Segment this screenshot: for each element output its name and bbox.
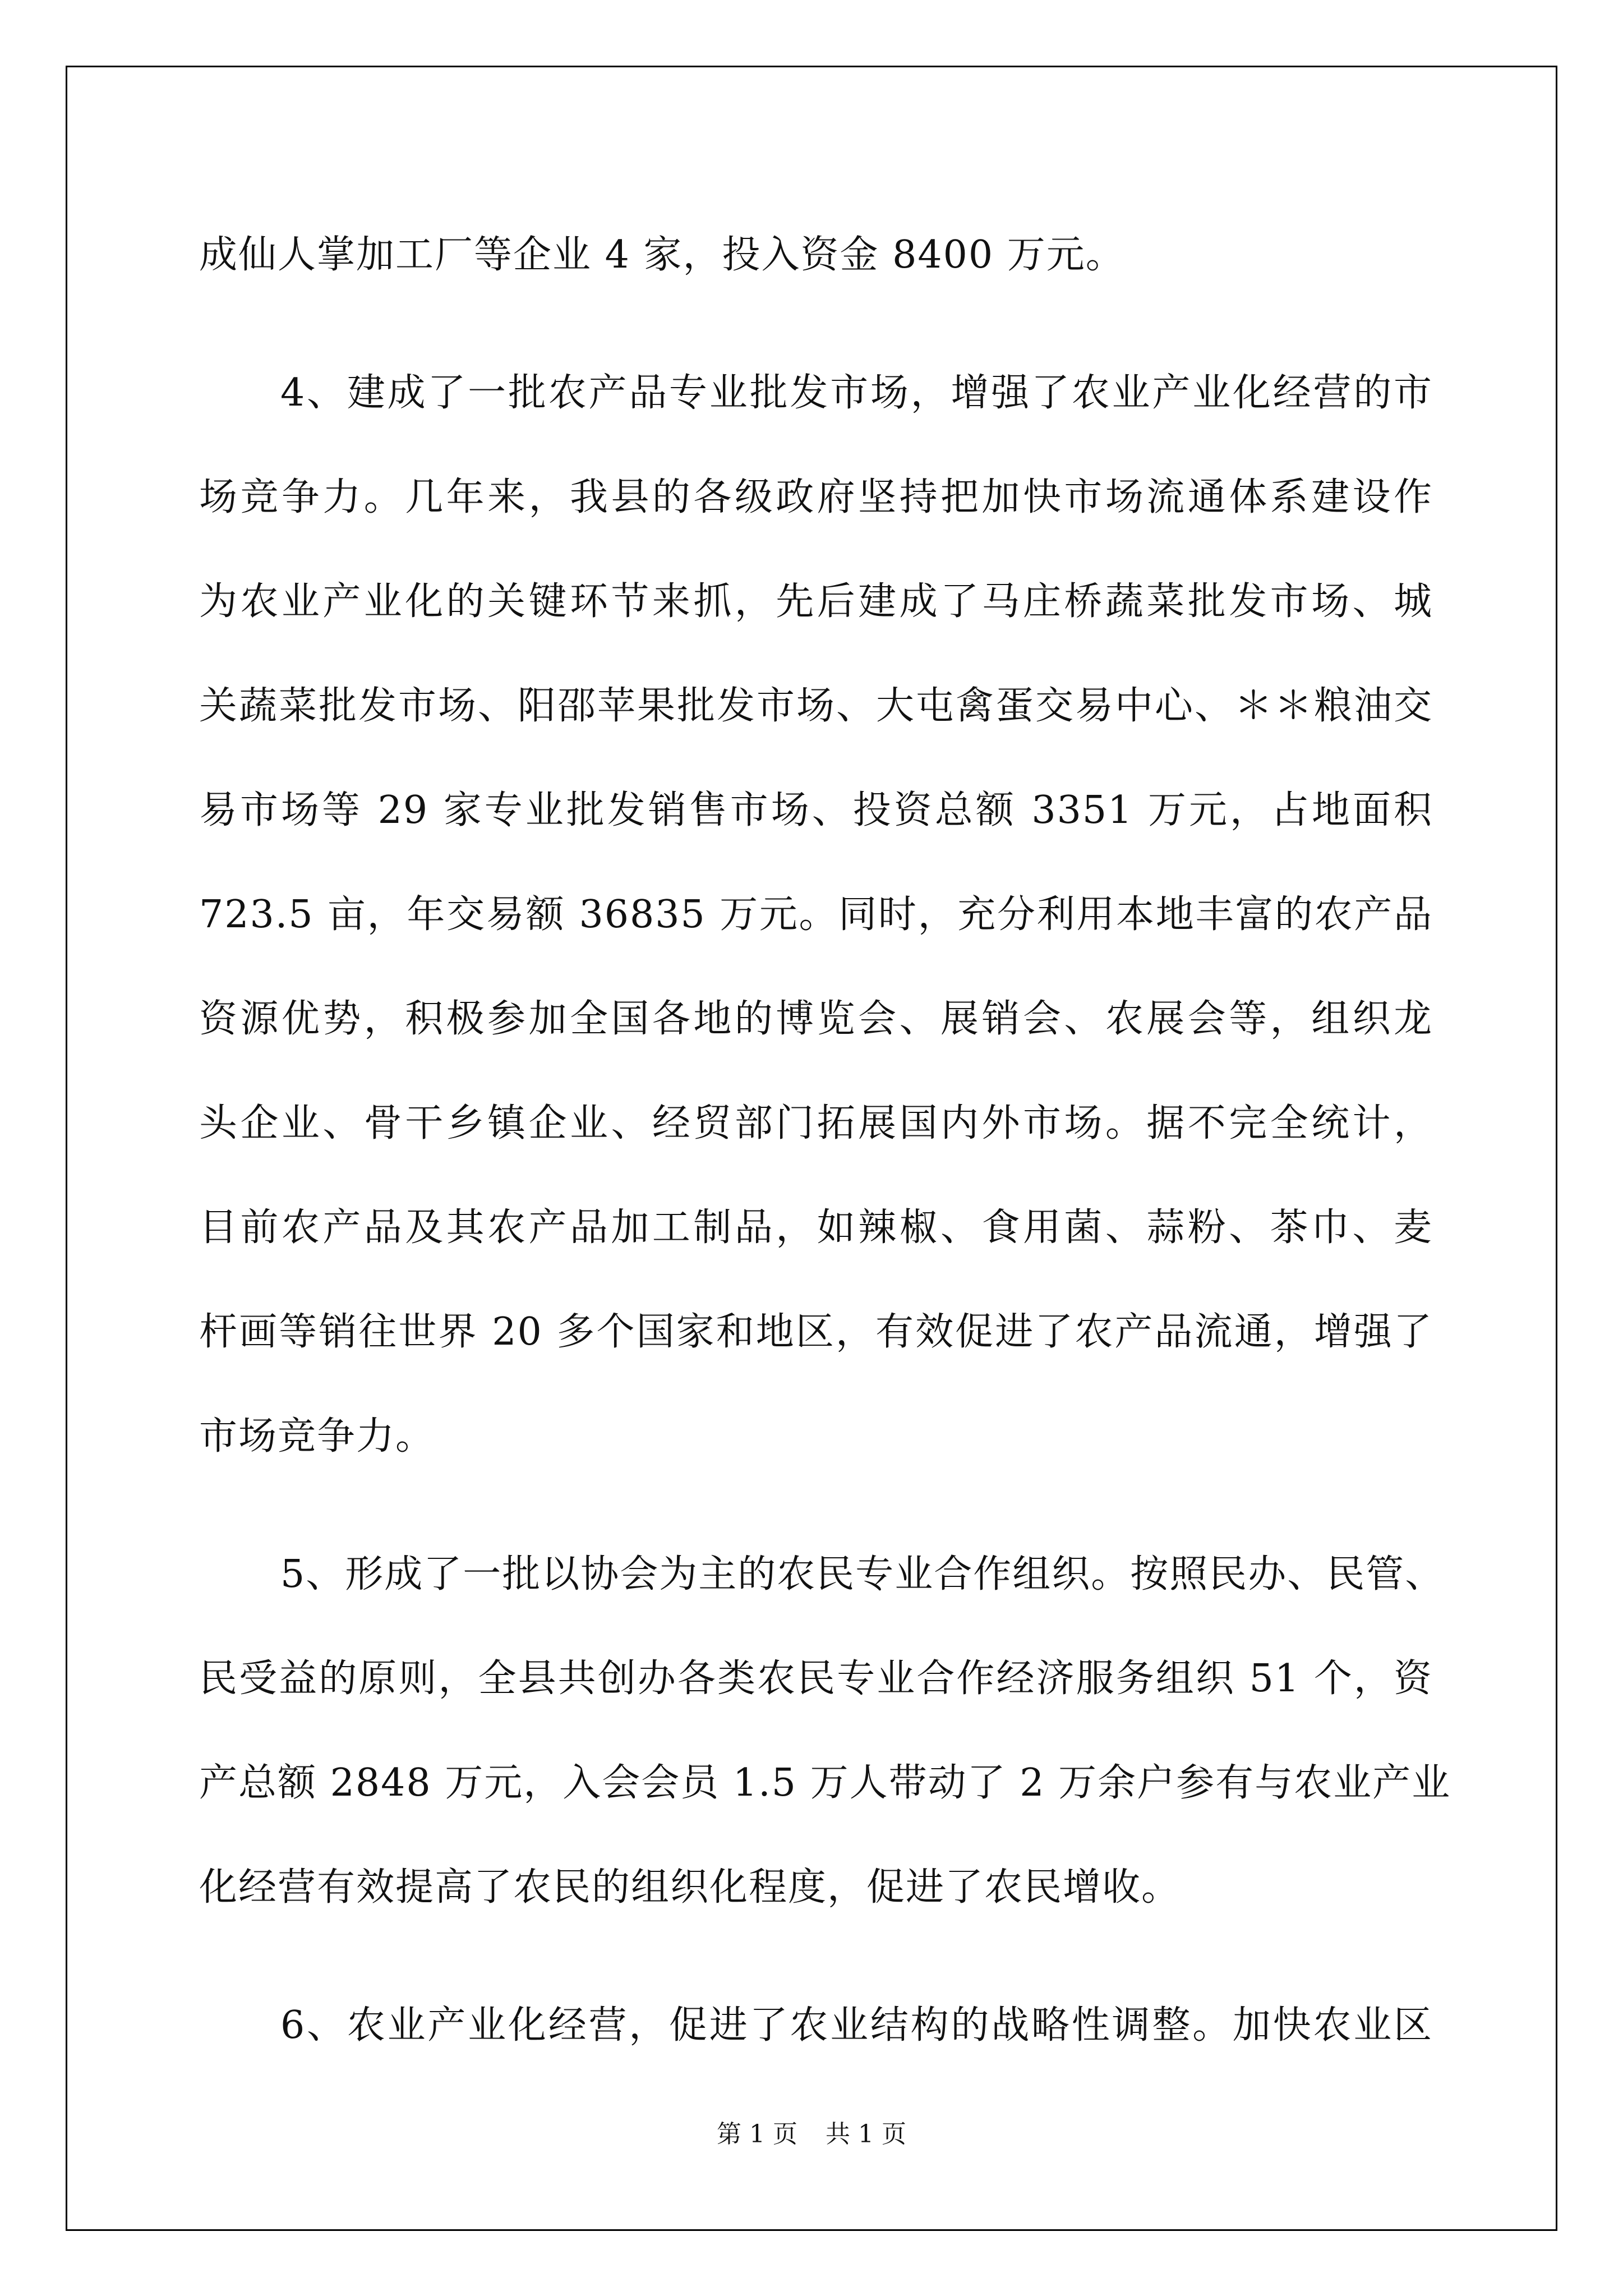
text-line: 化经营有效提高了农民的组织化程度，促进了农民增收。 bbox=[199, 1865, 1181, 1910]
text-line: 723.5 亩，年交易额 36835 万元。同时，充分利用本地丰富的农产品 bbox=[199, 892, 1433, 937]
text-line: 市场竞争力。 bbox=[199, 1414, 435, 1458]
page-footer bbox=[0, 2114, 1623, 2150]
page-total: 共 1 页 bbox=[826, 2120, 906, 2148]
text-line: 为农业产业化的关键环节来抓，先后建成了马庄桥蔬菜批发市场、城 bbox=[199, 579, 1433, 624]
text-line: 产总额 2848 万元，入会会员 1.5 万人带动了 2 万余户参有与农业产业 bbox=[199, 1761, 1451, 1805]
paragraph-6-start: 6、农业产业化经营，促进了农业结构的战略性调整。加快农业区 bbox=[280, 2003, 1433, 2047]
text-line: 关蔬菜批发市场、阳邵苹果批发市场、大屯禽蛋交易中心、＊＊粮油交 bbox=[199, 684, 1433, 728]
text-line: 民受益的原则，全县共创办各类农民专业合作经济服务组织 51 个，资 bbox=[199, 1657, 1433, 1701]
text-line: 场竞争力。几年来，我县的各级政府坚持把加快市场流通体系建设作 bbox=[199, 475, 1433, 519]
text-line: 目前农产品及其农产品加工制品，如辣椒、食用菌、蒜粉、茶巾、麦 bbox=[199, 1205, 1433, 1250]
document-body bbox=[199, 203, 1451, 2078]
paragraph-4-start: 4、建成了一批农产品专业批发市场，增强了农业产业化经营的市 bbox=[280, 371, 1433, 415]
paragraph-5-start: 5、形成了一批以协会为主的农民专业合作组织。按照民办、民管、 bbox=[280, 1552, 1445, 1596]
text-line: 成仙人掌加工厂等企业 4 家，投入资金 8400 万元。 bbox=[199, 233, 1125, 277]
text-line: 资源优势，积极参加全国各地的博览会、展销会、农展会等，组织龙 bbox=[199, 997, 1433, 1041]
text-line: 头企业、骨干乡镇企业、经贸部门拓展国内外市场。据不完全统计， bbox=[199, 1101, 1433, 1145]
text-line: 易市场等 29 家专业批发销售市场、投资总额 3351 万元，占地面积 bbox=[199, 788, 1433, 832]
page-number: 第 1 页 bbox=[717, 2120, 797, 2148]
text-line: 杆画等销往世界 20 多个国家和地区，有效促进了农产品流通，增强了 bbox=[199, 1310, 1433, 1354]
